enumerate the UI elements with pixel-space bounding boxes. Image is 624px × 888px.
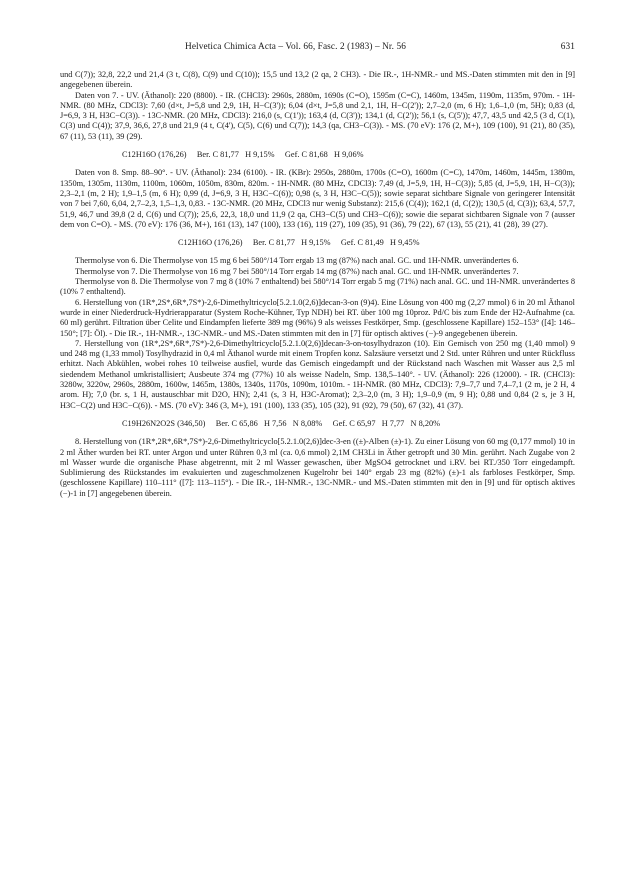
- paragraph-thermolyse-7: Thermolyse von 7. Die Thermolyse von 16 mg 7 bei 580°/14 Torr ergab 14 mg (87%) nach anal. GC. und 1H-NMR. unverändertes 7.: [75, 266, 519, 276]
- paragraph-data-8: Daten von 8. Smp. 88–90°. - UV. (Äthanol): 234 (6100). - IR. (KBr): 2950s, 2880m, 1700s (C=O), 1600m (C=C), 1470m, 1460m, 1445m, 1380m, 1350m, 1305m, 1130m, 1100m, 1060m, 1050m, 830m, 820m. - 1H-NMR. (80 MHz, CDCl3): 7,49 (d, J=5,9, 1H, H−C(3)); 5,85 (d, J=5,9, 1H, H−C(3)); 2,3–2,1 (m, 2 H); 1,9–1,5 (m, 6 H); 0,99 (d, J=6,9, 3 H, H3C−C(6)); 0,98 (s, 3 H, H3C−C(5)); sowie separat sichtbare Signale von geringerer Intensität von 7 bei 7,60, 6,04, 2,7–2,3, 1,5–1,3, 0,83. - 13C-NMR. (20 MHz, CDCl3 nur wenig Substanz): 215,6 (C(4)); 162,1 (d, C(2)); 130,5 (d, C(3)); 63,4, 57,7, 51,9, 46,7 und 39,8 (2 d, C(6) und C(7)); 25,6, 22,3, 18,0 und 11,9 (2 qa, CH3−C(5) und CH3−C(6)); sowie die separat sichtbaren Signale von 7 (ausser dem von C=O). - MS. (70 eV): 176 (36, M+), 161 (13), 147 (100), 133 (16), 119 (27), 109 (35), 91 (36), 79 (22), 67 (13), 55 (21), 41 (28), 39 (27).: [60, 168, 575, 229]
- paragraph-continuation: und C(7)); 32,8, 22,2 und 21,4 (3 t, C(8), C(9) und C(10)); 15,5 und 13,2 (2 qa, 2 CH3). - Die IR.-, 1H-NMR.- und MS.-Daten stimmten mit den in [9] angegebenen überein.: [60, 70, 575, 90]
- paragraph-thermolyse-8: Thermolyse von 8. Die Thermolyse von 7 mg 8 (10% 7 enthaltend) bei 580°/14 Torr ergab 5 mg (71%) nach anal. GC. und 1H-NMR. unverändertes 8 (10% 7 enthaltend).: [60, 277, 575, 297]
- journal-running-head: Helvetica Chimica Acta – Vol. 66, Fasc. 2 (1983) – Nr. 56: [185, 42, 406, 52]
- page-number: 631: [560, 42, 575, 52]
- paragraph-data-7: Daten von 7. - UV. (Äthanol): 220 (8800). - IR. (CHCl3): 2960s, 2880m, 1690s (C=O), 1595m (C=C), 1460m, 1345m, 1190m, 1135m, 970m. - 1H-NMR. (80 MHz, CDCl3): 7,60 (d×t, J=5,8 und 2,9, 1H, H−C(3')); 6,04 (d×t, J=5,8 und 2,1, 1H, H−C(2')); 2,7–2,0 (m, 6 H); 1,6–1,0 (m, 5H); 0,83 (d, J=6,9, 3 H, H3C−C(3)). - 13C-NMR. (20 MHz, CDCl3): 216,0 (s, C(1')); 163,4 (d, C(3')); 134,1 (d, C(2')); 56,1 (s, C(5')); 47,7, 43,5 und 42,5 (3 d, C(1), C(3) und C(4)); 37,9, 36,6, 27,8 und 21,9 (4 t, C(4'), C(5), C(6) und C(7)); 14,3 (qa, CH3−C(3)). - MS. (70 eV): 176 (2, M+), 109 (100), 91 (21), 80 (35), 67 (11), 53 (11), 39 (29).: [60, 90, 575, 141]
- page-body: [60, 70, 575, 499]
- paragraph-herstellung-9: 6. Herstellung von (1R*,2S*,6R*,7S*)-2,6-Dimethyltricyclo[5.2.1.0(2,6)]decan-3-on (9)4). Eine Lösung von 400 mg (2,27 mmol) 6 in 20 ml Äthanol wurde in einer Niederdruck-Hydrierapparatur (System Roche-Kühner, Typ NDH) bei RT. über 100 mg 10proz. Pd/C bis zum Ende der H2-Aufnahme (ca. 60 ml) gerührt. Filtration über Celite und Eindampfen lieferte 389 mg (96%) 9 als weisses Festkörper, Smp. (geschlossene Kapillare) 152–153° ([4]: 146–150°; [7]: Öl). - Die IR.-, 1H-NMR.-, 13C-NMR.- und MS.-Daten stimmten mit den in [7] für optisch aktives (−)-9 angegebenen überein.: [60, 297, 575, 338]
- paragraph-thermolyse-6: Thermolyse von 6. Die Thermolyse von 15 mg 6 bei 580°/14 Torr ergab 13 mg (87%) nach anal. GC. und 1H-NMR. unverändertes 6.: [75, 256, 519, 266]
- paragraph-herstellung-alben: 8. Herstellung von (1R*,2R*,6R*,7S*)-2,6-Dimethyltricyclo[5.2.1.0(2,6)]dec-3-en ((±)-Alben (±)-1). Zu einer Lösung von 60 mg (0,177 mmol) 10 in 2 ml Äther wurden bei RT. unter Argon und unter Rühren 0,3 ml (ca. 0,6 mmol) 2,1M CH3Li in Äther getropft und 30 Min. gerührt. Nach Zugabe von 2 ml Wasser wurde die organische Phase abgetrennt, mit 2 ml Wasser gewaschen, über MgSO4 getrocknet und i.RV. bei RT./350 Torr eingedampft. Sublimierung des Rückstandes im evakuierten und zugeschmolzenen Kugelrohr bei 140° ergab 23 mg (82%) (±)-1 als farbloses Festkörper, Smp. (geschlossene Kapillare) 110–111° ([7]: 113–115°). - Die IR.-, 1H-NMR.-, 13C-NMR.- und MS.-Daten stimmten mit den in [9] und für optisch aktives (−)-1 in [7] angegebenen überein.: [60, 437, 575, 498]
- page-header: [60, 42, 575, 56]
- elemental-analysis-8: C12H16O (176,26) Ber. C 81,77 H 9,15% Gef. C 81,49 H 9,45%: [178, 238, 420, 248]
- paragraph-herstellung-10: 7. Herstellung von (1R*,2S*,6R*,7S*)-2,6-Dimethyltricyclo[5.2.1.0(2,6)]decan-3-on-tosylhydrazon (10). Ein Gemisch von 250 mg (1,40 mmol) 9 und 248 mg (1,33 mmol) Tosylhydrazid in 0,4 ml Äthanol wurde mit einem Tropfen konz. Salzsäure versetzt und 2 Std. unter Rühren und unter Rückfluss erhitzt. Nach Abkühlen, wobei rohes 10 teilweise ausfiel, wurde das Gemisch eingedampft und der Rückstand nach Waschen mit Wasser aus 2,5 ml siedendem Methanol umkristallisiert; Ausbeute 374 mg (77%) 10 als weisse Nadeln, Smp. 138,5–140°. - UV. (Äthanol): 226 (12000). - IR. (CHCl3): 3280w, 3220w, 2960s, 2880m, 1600w, 1465m, 1380s, 1340s, 1170s, 1090m, 1010m. - 1H-NMR. (80 MHz, CDCl3): 7,9–7,7 und 7,4–7,1 (2 m, je 2 H, 4 arom. H); 7,0 (br. s, 1 H, austauschbar mit D2O, HN); 2,41 (s, 3 H, H3C-Aromat); 2,3–2,0 (m, 3 H); 1,9–0,9 (m, 9 H); 0,88 und 0,84 (2 s, je 3 H, H3C−C(2) und H3C−C(6)). - MS. (70 eV): 346 (3, M+), 191 (100), 133 (35), 105 (32), 91 (92), 79 (50), 67 (32), 41 (37).: [60, 338, 575, 410]
- elemental-analysis-7: C12H16O (176,26) Ber. C 81,77 H 9,15% Gef. C 81,68 H 9,06%: [122, 150, 364, 160]
- elemental-analysis-10: C19H26N2O2S (346,50) Ber. C 65,86 H 7,56 N 8,08% Gef. C 65,97 H 7,77 N 8,20%: [122, 418, 441, 428]
